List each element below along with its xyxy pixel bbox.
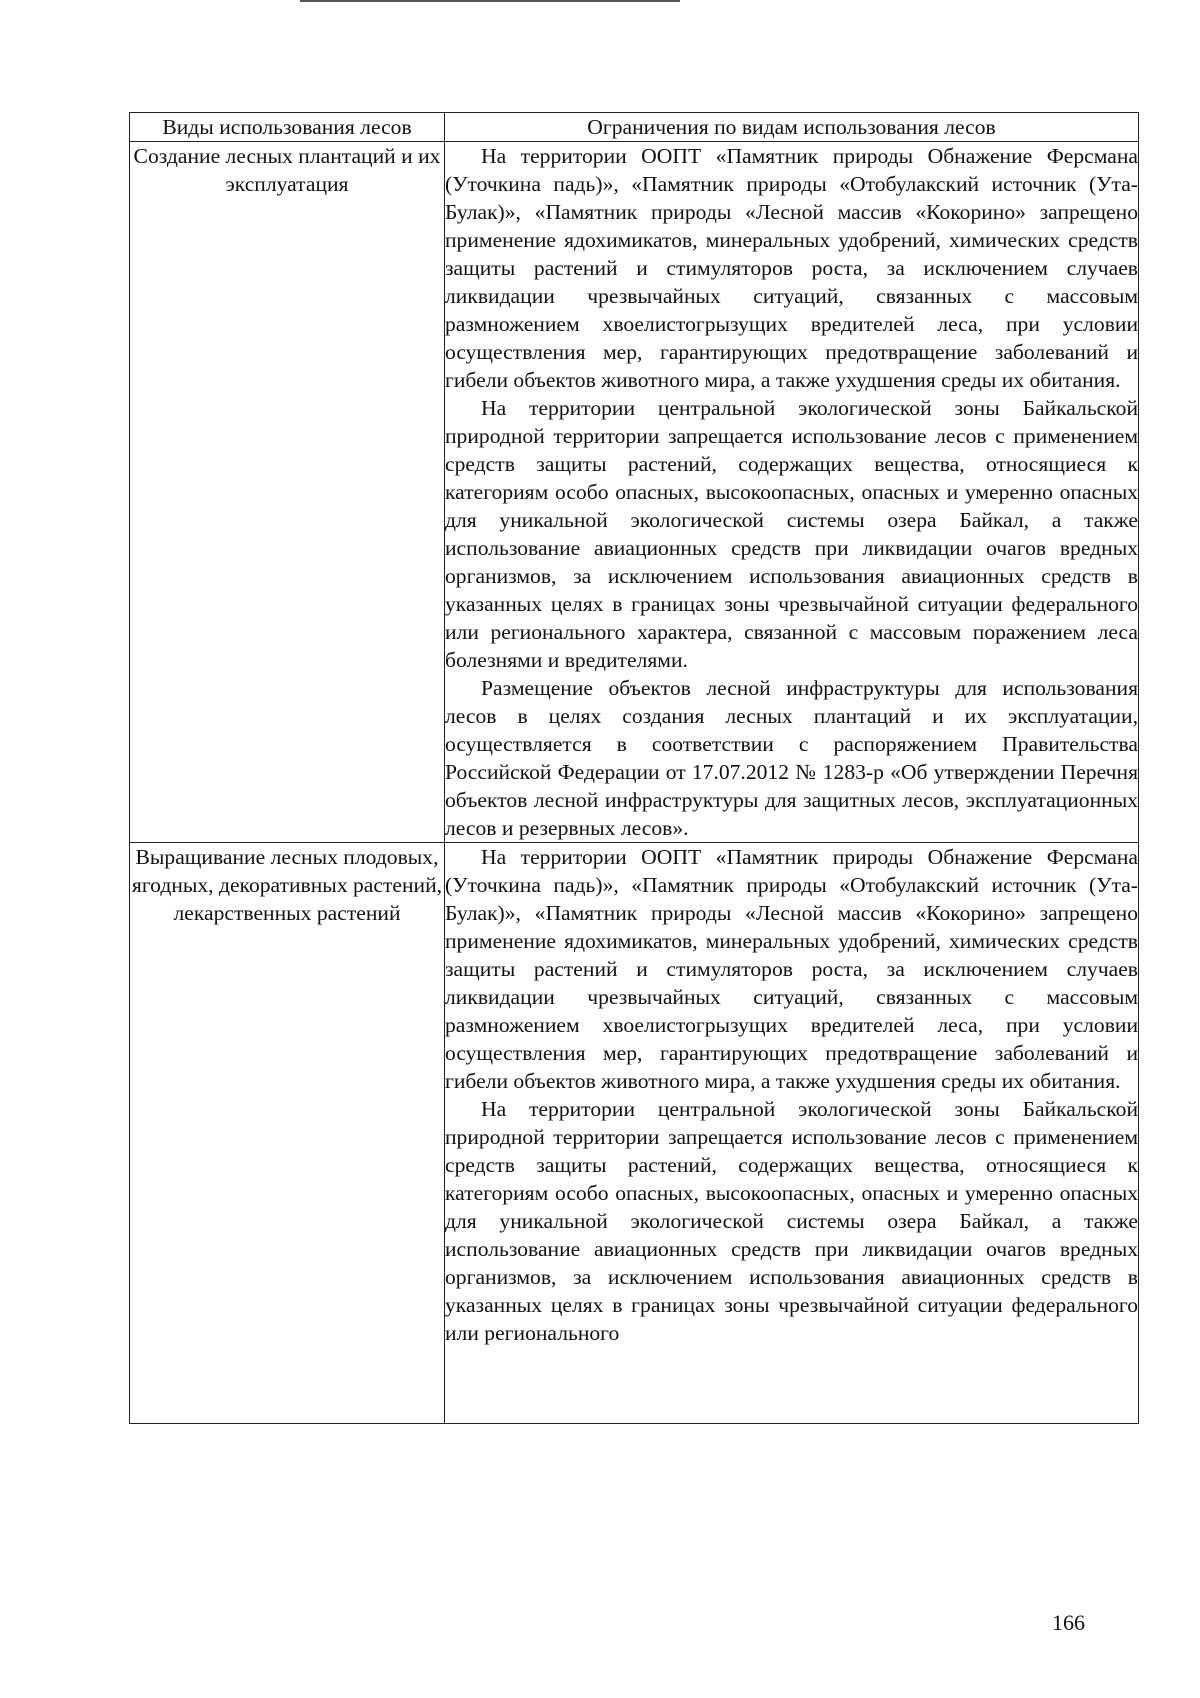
top-scan-rule: [300, 0, 680, 2]
use-type-cell: Создание лесных плантаций и их эксплуатация: [130, 142, 445, 843]
restriction-paragraph: Размещение объектов лесной инфраструктуры для использования лесов в целях создания лесных плантаций и их эксплуатации, осуществляется в соответствии с распоряжением Правительства Российской Федерации от 17.07.2012 № 1283-р «Об утверждении Перечня объектов лесной инфраструктуры для защитных лесов, эксплуатационных лесов и резервных лесов».: [445, 676, 1138, 840]
table-row: [130, 142, 1139, 843]
restrictions-cell: [445, 142, 1139, 843]
table-header-row: [130, 113, 1139, 142]
forest-use-restrictions-table: [129, 112, 1139, 1424]
column-header-restrictions: Ограничения по видам использования лесов: [445, 113, 1139, 142]
table-row: [130, 843, 1139, 1424]
restrictions-cell: [445, 843, 1139, 1424]
restriction-paragraph: На территории центральной экологической зоны Байкальской природной территории запрещается использование лесов с применением средств защиты растений, содержащих вещества, относящиеся к категориям особо опасных, высокоопасных, опасных и умеренно опасных для уникальной экологической системы озера Байкал, а также использование авиационных средств при ликвидации очагов вредных организмов, за исключением использования авиационных средств в указанных целях в границах зоны чрезвычайной ситуации федерального или регионального: [445, 1097, 1138, 1345]
restriction-paragraph: На территории ООПТ «Памятник природы Обнажение Ферсмана (Уточкина падь)», «Памятник природы «Отобулакский источник (Ута-Булак)», «Памятник природы «Лесной массив «Кокорино» запрещено применение ядохимикатов, минеральных удобрений, химических средств защиты растений и стимуляторов роста, за исключением случаев ликвидации чрезвычайных ситуаций, связанных с массовым размножением хвоелистогрызущих вредителей леса, при условии осуществления мер, гарантирующих предотвращение заболеваний и гибели объектов животного мира, а также ухудшения среды их обитания.: [445, 845, 1138, 1093]
use-type-cell: Выращивание лесных плодовых, ягодных, декоративных растений, лекарственных растений: [130, 843, 445, 1424]
page-number: 166: [1052, 1610, 1085, 1635]
column-header-use-types: Виды использования лесов: [130, 113, 445, 142]
restriction-paragraph: На территории ООПТ «Памятник природы Обнажение Ферсмана (Уточкина падь)», «Памятник природы «Отобулакский источник (Ута-Булак)», «Памятник природы «Лесной массив «Кокорино» запрещено применение ядохимикатов, минеральных удобрений, химических средств защиты растений и стимуляторов роста, за исключением случаев ликвидации чрезвычайных ситуаций, связанных с массовым размножением хвоелистогрызущих вредителей леса, при условии осуществления мер, гарантирующих предотвращение заболеваний и гибели объектов животного мира, а также ухудшения среды их обитания.: [445, 144, 1138, 392]
restriction-paragraph: На территории центральной экологической зоны Байкальской природной территории запрещается использование лесов с применением средств защиты растений, содержащих вещества, относящиеся к категориям особо опасных, высокоопасных, опасных и умеренно опасных для уникальной экологической системы озера Байкал, а также использование авиационных средств при ликвидации очагов вредных организмов, за исключением использования авиационных средств в указанных целях в границах зоны чрезвычайной ситуации федерального или регионального характера, связанной с массовым поражением леса болезнями и вредителями.: [445, 396, 1138, 672]
